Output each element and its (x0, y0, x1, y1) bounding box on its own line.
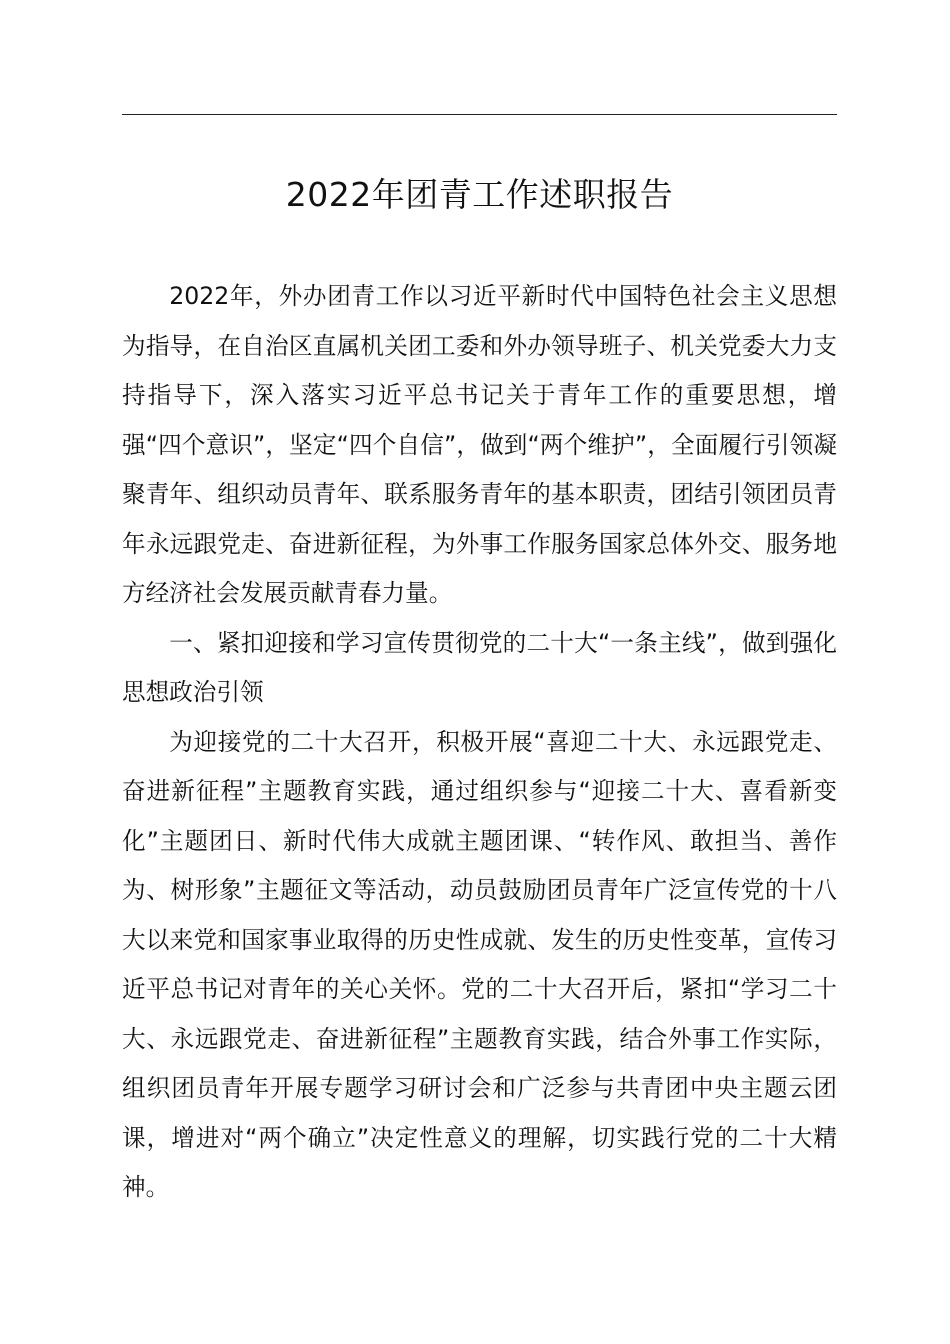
section-heading-1: 一、紧扣迎接和学习宣传贯彻党的二十大“一条主线”，做到强化思想政治引领 (122, 628, 837, 706)
document-body (122, 272, 837, 1213)
header-rule (122, 114, 837, 115)
paragraph-section-1: 为迎接党的二十大召开，积极开展“喜迎二十大、永远跟党走、奋进新征程”主题教育实践，通过组织参与“迎接二十大、喜看新变化”主题团日、新时代伟大成就主题团课、“转作风、敢担当、善作为、树形象”主题征文等活动，动员鼓励团员青年广泛宣传党的十八大以来党和国家事业取得的历史性成就、发生的历史性变革，宣传习近平总书记对青年的关心关怀。党的二十大召开后，紧扣“学习二十大、永远跟党走、奋进新征程”主题教育实践，结合外事工作实际，组织团员青年开展专题学习研讨会和广泛参与共青团中央主题云团课，增进对“两个确立”决定性意义的理解，切实践行党的二十大精神。 (122, 727, 837, 1201)
paragraph-intro: 2022年，外办团青工作以习近平新时代中国特色社会主义思想为指导，在自治区直属机关团工委和外办领导班子、机关党委大力支持指导下，深入落实习近平总书记关于青年工作的重要思想，增强“四个意识”，坚定“四个自信”，做到“两个维护”，全面履行引领凝聚青年、组织动员青年、联系服务青年的基本职责，团结引领团员青年永远跟党走、奋进新征程，为外事工作服务国家总体外交、服务地方经济社会发展贡献青春力量。 (122, 282, 837, 607)
document-title: 2022年团青工作述职报告 (285, 175, 674, 214)
